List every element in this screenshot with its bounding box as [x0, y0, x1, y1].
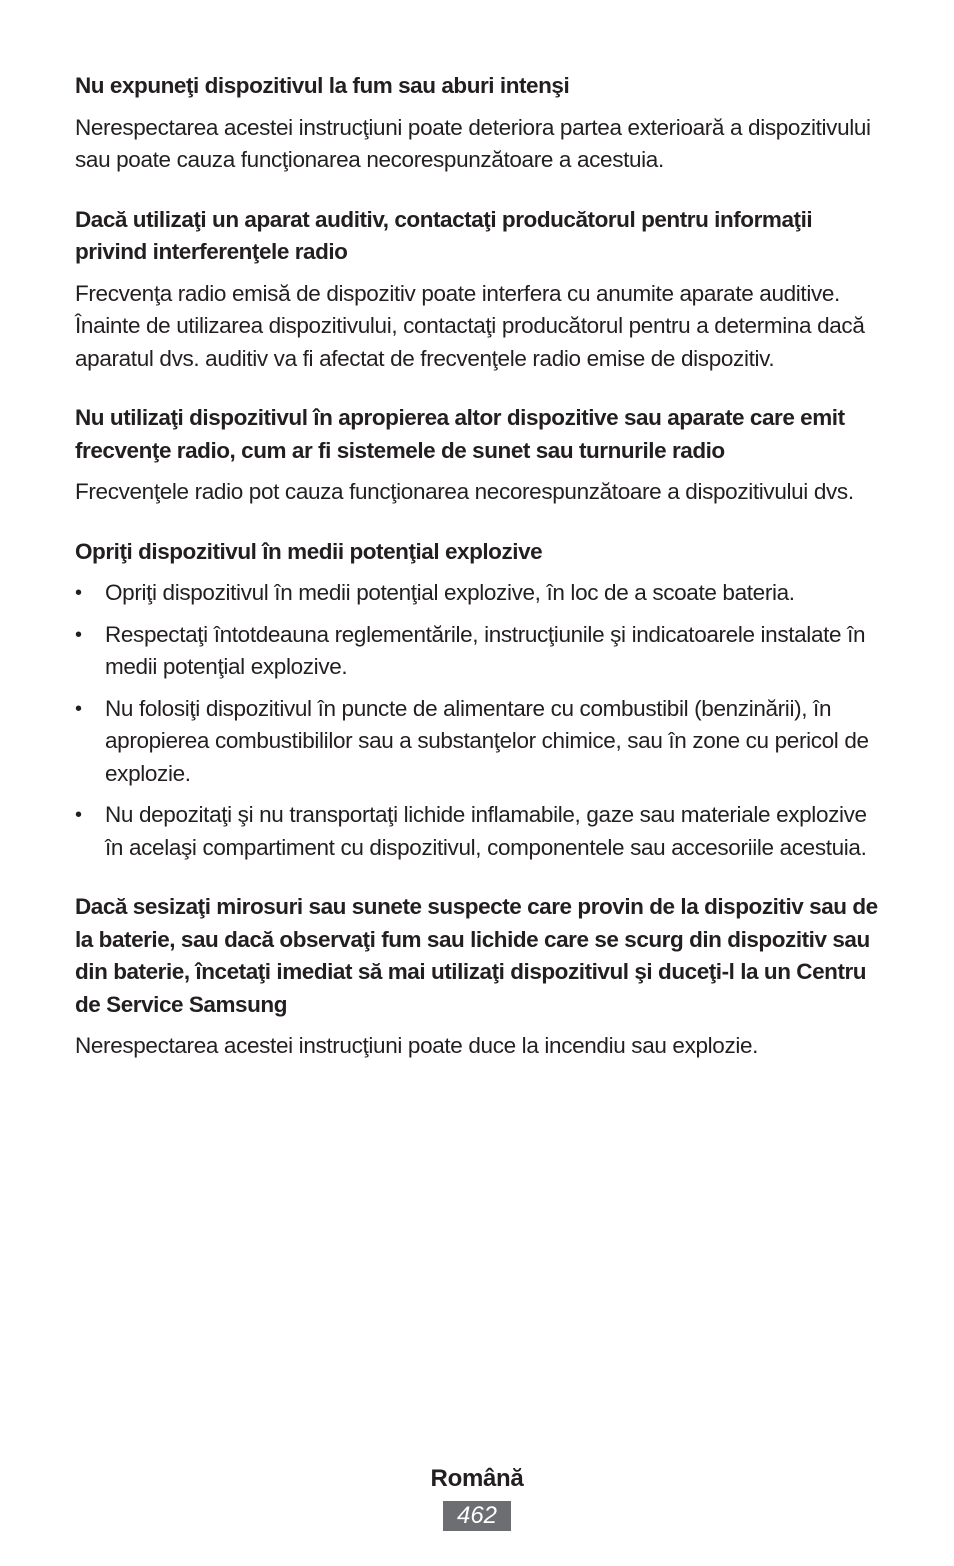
section-heading: Dacă sesizaţi mirosuri sau sunete suspecte care provin de la dispozitiv sau de la baterie, sau dacă observaţi fum sau lichide care se scurg din dispozitiv sau din baterie, încetaţi imediat să mai utilizaţi dispozitivul şi duceţi-l la un Centru de Service Samsung	[75, 894, 878, 1017]
bullet-icon: •	[75, 623, 82, 646]
section-paragraph: Nerespectarea acestei instrucţiuni poate duce la incendiu sau explozie.	[75, 1033, 759, 1058]
bullet-list	[75, 577, 887, 864]
section-smoke-vapor	[75, 70, 887, 177]
section-paragraph: Frecvenţa radio emisă de dispozitiv poate interfera cu anumite aparate auditive. Înainte de utilizarea dispozitivului, contactaţi producătorul pentru a determina dacă aparatul dvs. auditiv va fi afectat de frecvenţele radio emise de dispozitiv.	[75, 280, 865, 371]
page-footer	[0, 1462, 954, 1531]
section-heading: Opriţi dispozitivul în medii potenţial explozive	[75, 538, 543, 564]
footer-language: Română	[430, 1465, 524, 1492]
page-number: 462	[443, 1501, 511, 1531]
document-body	[75, 70, 887, 1063]
section-explosive-environments	[75, 536, 887, 865]
section-radio-interference	[75, 402, 887, 509]
list-item	[75, 693, 887, 791]
section-suspicious-smells	[75, 891, 887, 1063]
section-heading: Dacă utilizaţi un aparat auditiv, contactaţi producătorul pentru informaţii privind interferenţele radio	[75, 206, 813, 264]
section-paragraph: Nerespectarea acestei instrucţiuni poate deteriora partea exterioară a dispozitivului sau poate cauza funcţionarea necorespunzătoare a acestuia.	[75, 114, 871, 172]
list-item-text: Respectaţi întotdeauna reglementările, instrucţiunile şi indicatoarele instalate în medii potenţial explozive.	[105, 621, 866, 679]
list-item-text: Opriţi dispozitivul în medii potenţial explozive, în loc de a scoate bateria.	[105, 580, 795, 605]
bullet-icon: •	[75, 804, 82, 826]
bullet-icon: •	[75, 697, 82, 720]
section-paragraph: Frecvenţele radio pot cauza funcţionarea necorespunzătoare a dispozitivului dvs.	[75, 479, 854, 504]
section-heading: Nu utilizaţi dispozitivul în apropierea altor dispozitive sau aparate care emit frecvenţe radio, cum ar fi sistemele de sunet sau turnurile radio	[75, 405, 845, 463]
list-item-text: Nu folosiţi dispozitivul în puncte de alimentare cu combustibil (benzinării), în apropierea combustibililor sau a substanţelor chimice, sau în zone cu pericol de explozie.	[105, 695, 869, 786]
section-hearing-aid	[75, 204, 887, 376]
list-item-text: Nu depozitaţi şi nu transportaţi lichide inflamabile, gaze sau materiale explozive în acelaşi compartiment cu dispozitivul, componentele sau accesoriile acestuia.	[105, 802, 867, 860]
section-heading: Nu expuneţi dispozitivul la fum sau aburi intenşi	[75, 73, 570, 98]
list-item	[75, 799, 887, 864]
list-item	[75, 577, 887, 610]
bullet-icon: •	[75, 582, 82, 604]
list-item	[75, 619, 887, 684]
